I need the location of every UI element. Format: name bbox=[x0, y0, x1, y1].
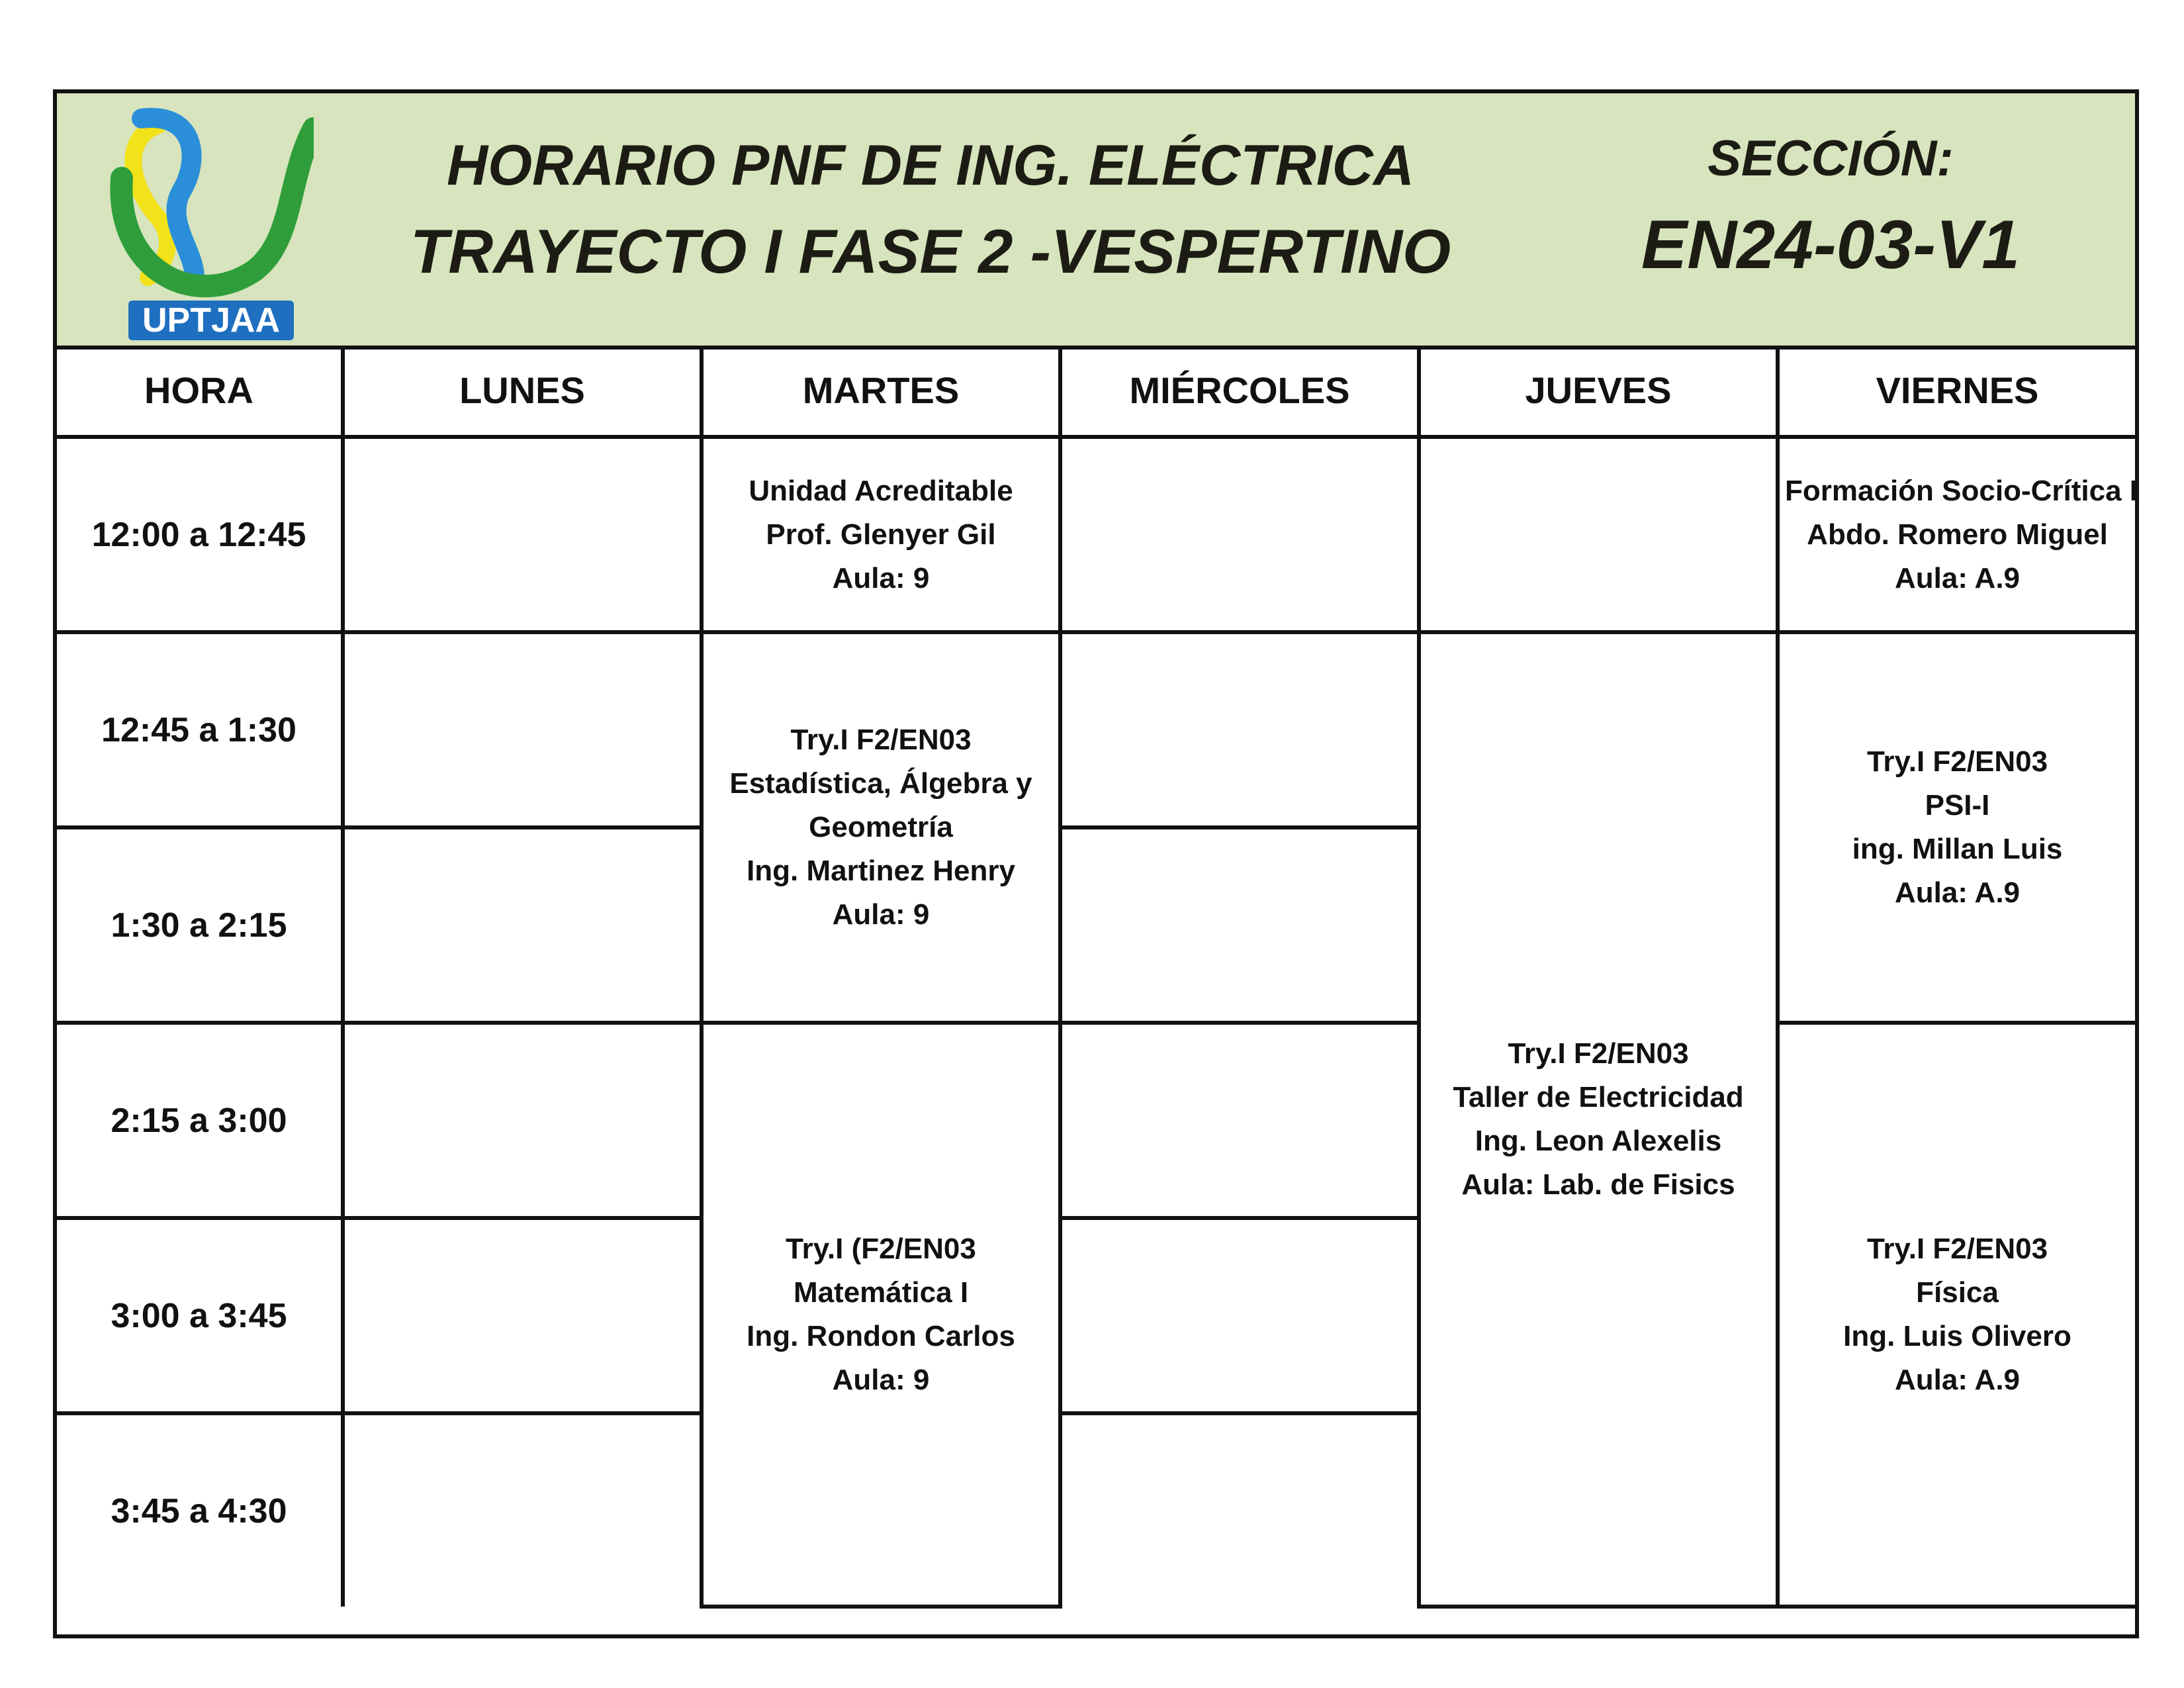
hour-cell: 3:00 a 3:45 bbox=[57, 1218, 343, 1413]
class-cell-martes-matematica bbox=[702, 1023, 1060, 1607]
class-line: Try.I (F2/EN03 bbox=[786, 1233, 976, 1265]
empty-cell bbox=[1060, 1413, 1419, 1607]
class-line: ing. Millan Luis bbox=[1852, 833, 2063, 865]
empty-cell bbox=[343, 632, 702, 827]
header-row bbox=[57, 346, 2135, 437]
class-line: Taller de Electricidad bbox=[1453, 1081, 1744, 1113]
class-line: Aula: 9 bbox=[832, 561, 930, 594]
class-cell-viernes-formacion-socio-critica bbox=[1778, 437, 2138, 632]
column-header-lunes: LUNES bbox=[343, 346, 702, 437]
section-label: SECCIÓN: bbox=[1707, 130, 1954, 187]
empty-cell bbox=[1060, 827, 1419, 1023]
class-line: Ing. Rondon Carlos bbox=[747, 1320, 1015, 1352]
class-line: PSI-I bbox=[1925, 789, 1990, 821]
class-line: Try.I F2/EN03 bbox=[1866, 1233, 2048, 1265]
class-line: Abdo. Romero Miguel bbox=[1807, 518, 2108, 551]
empty-cell bbox=[1060, 632, 1419, 827]
empty-cell bbox=[343, 437, 702, 632]
class-cell-jueves-taller-electricidad bbox=[1419, 632, 1778, 1607]
column-header-jueves: JUEVES bbox=[1419, 346, 1778, 437]
class-line: Aula: A.9 bbox=[1894, 561, 2021, 594]
class-line: Ing. Martinez Henry bbox=[747, 855, 1015, 887]
class-line: Formación Socio-Crítica I bbox=[1785, 474, 2138, 507]
class-line: Física bbox=[1916, 1276, 1999, 1309]
section-code: EN24-03-V1 bbox=[1641, 207, 2021, 283]
column-header-viernes: VIERNES bbox=[1778, 346, 2135, 437]
hour-cell: 12:45 a 1:30 bbox=[57, 632, 343, 827]
class-line: Aula: Lab. de Fisics bbox=[1461, 1168, 1735, 1201]
class-line: Ing. Luis Olivero bbox=[1843, 1320, 2071, 1352]
class-line: Geometría bbox=[809, 811, 953, 843]
class-cell-martes-estadistica bbox=[702, 632, 1060, 1023]
class-line: Prof. Glenyer Gil bbox=[766, 518, 996, 551]
hour-cell: 12:00 a 12:45 bbox=[57, 437, 343, 632]
uptjaa-logo bbox=[95, 99, 314, 344]
class-line: Unidad Acreditable bbox=[749, 474, 1013, 507]
schedule-title-line1: HORARIO PNF DE ING. ELÉCTRICA bbox=[446, 134, 1415, 197]
empty-cell bbox=[1060, 1218, 1419, 1413]
empty-cell bbox=[1060, 1023, 1419, 1218]
column-header-miercoles: MIÉRCOLES bbox=[1060, 346, 1419, 437]
hour-cell: 2:15 a 3:00 bbox=[57, 1023, 343, 1218]
class-cell-viernes-psi bbox=[1778, 632, 2135, 1023]
class-line: Try.I F2/EN03 bbox=[1866, 745, 2048, 778]
class-line: Aula: 9 bbox=[832, 1364, 930, 1396]
class-line: Estadística, Álgebra y bbox=[729, 767, 1032, 800]
table-row bbox=[57, 1023, 2135, 1218]
class-line: Aula: A.9 bbox=[1894, 876, 2021, 909]
class-line: Aula: 9 bbox=[832, 898, 930, 931]
empty-cell bbox=[1060, 437, 1419, 632]
hour-cell: 1:30 a 2:15 bbox=[57, 827, 343, 1023]
class-line: Try.I F2/EN03 bbox=[1508, 1037, 1689, 1070]
class-cell-viernes-fisica bbox=[1778, 1023, 2135, 1607]
empty-cell bbox=[343, 1023, 702, 1218]
empty-cell bbox=[343, 827, 702, 1023]
schedule-table bbox=[57, 346, 2138, 1609]
empty-cell bbox=[1419, 437, 1778, 632]
table-row bbox=[57, 632, 2135, 827]
schedule-sheet bbox=[53, 89, 2139, 1638]
class-line: Matemática I bbox=[793, 1276, 969, 1309]
schedule-header bbox=[57, 93, 2135, 350]
column-header-hora: HORA bbox=[57, 346, 343, 437]
logo-text: UPTJAA bbox=[142, 301, 281, 340]
hour-cell: 3:45 a 4:30 bbox=[57, 1413, 343, 1607]
empty-cell bbox=[343, 1413, 702, 1607]
column-header-martes: MARTES bbox=[702, 346, 1060, 437]
class-cell-martes-unidad-acreditable bbox=[702, 437, 1060, 632]
class-line: Ing. Leon Alexelis bbox=[1475, 1125, 1722, 1157]
table-row bbox=[57, 437, 2135, 632]
empty-cell bbox=[343, 1218, 702, 1413]
class-line: Aula: A.9 bbox=[1894, 1364, 2021, 1396]
schedule-title-line2: TRAYECTO I FASE 2 -VESPERTINO bbox=[410, 216, 1451, 286]
class-line: Try.I F2/EN03 bbox=[790, 724, 972, 756]
